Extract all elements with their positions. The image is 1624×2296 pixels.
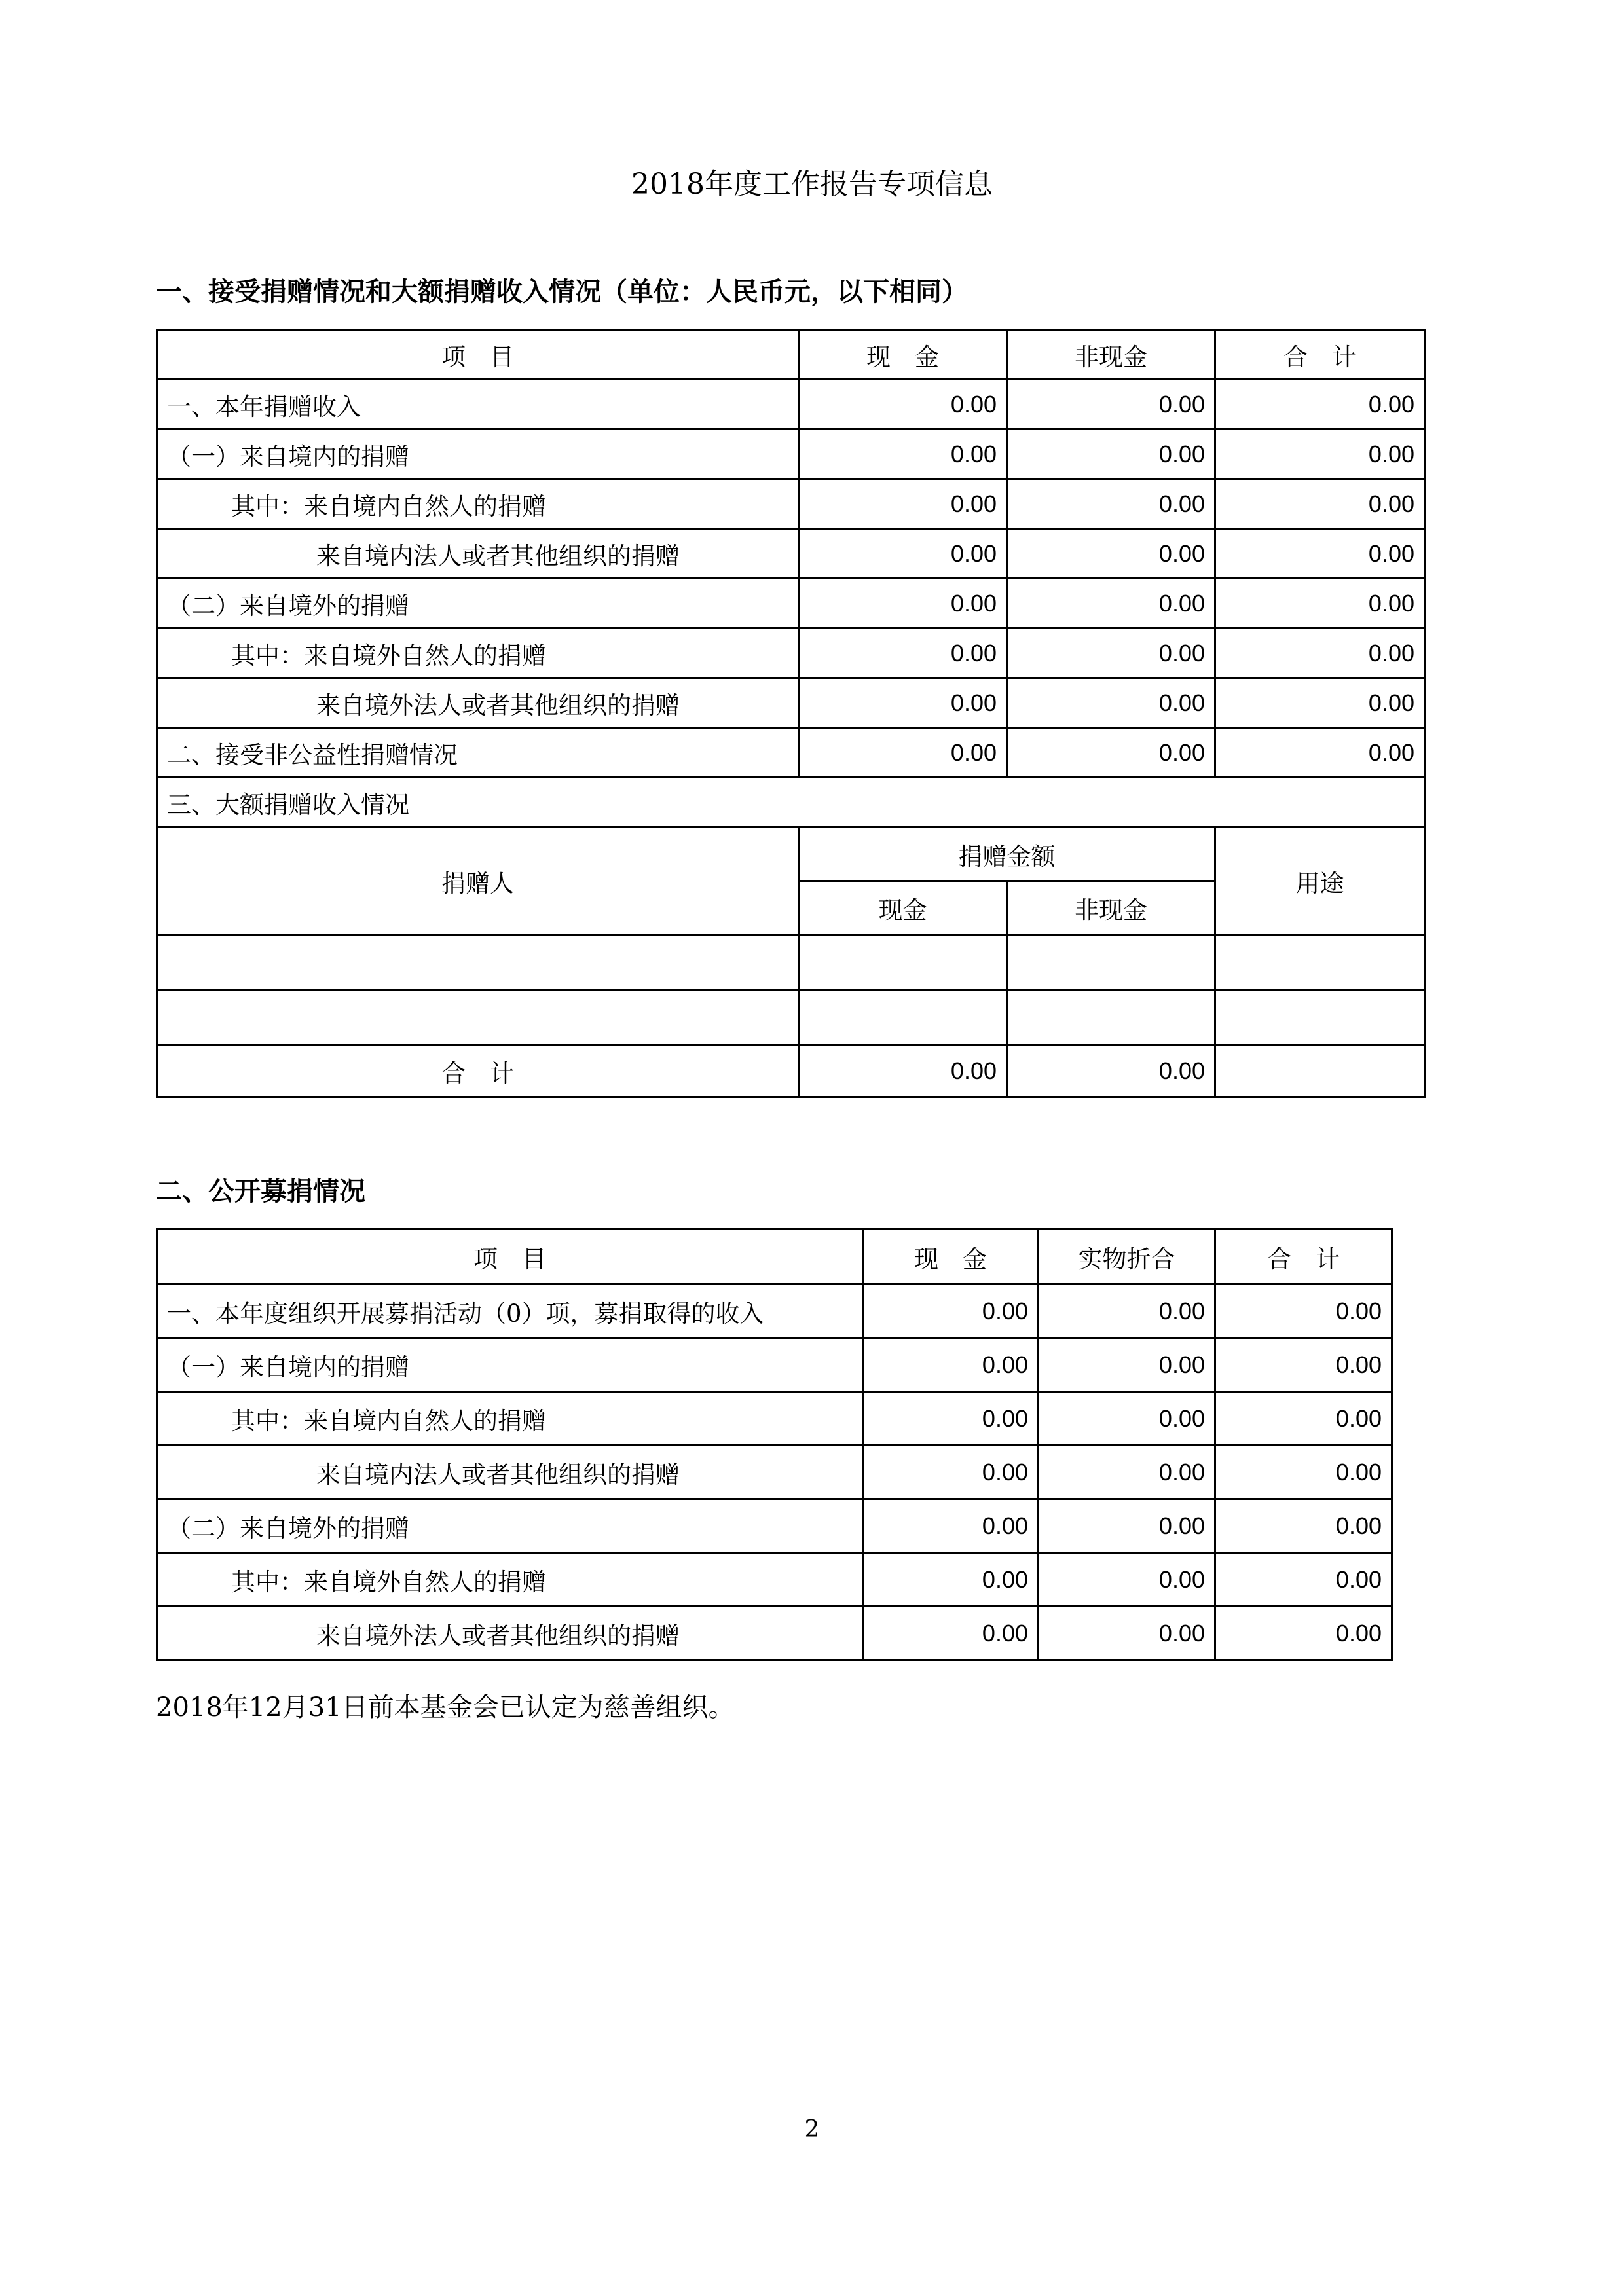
section1-heading: 一、接受捐赠情况和大额捐赠收入情况（单位：人民币元，以下相同）: [156, 277, 968, 307]
cash-cell: [799, 990, 1007, 1045]
row-label: 来自境内法人或者其他组织的捐赠: [157, 529, 799, 579]
table-row: [157, 629, 1425, 678]
cash-value: 0.00: [863, 1446, 1039, 1499]
total-value: 0.00: [1215, 1553, 1392, 1607]
section2-heading: 二、公开募捐情况: [156, 1176, 365, 1207]
row-label: 其中：来自境内自然人的捐赠: [157, 479, 799, 529]
header-item: 项 目: [157, 1230, 863, 1285]
row-label: 一、本年捐赠收入: [157, 380, 799, 429]
cash-value: 0.00: [863, 1338, 1039, 1392]
cash-value: 0.00: [799, 529, 1007, 579]
total-noncash-value: 0.00: [1007, 1045, 1215, 1097]
total-value: 0.00: [1215, 479, 1425, 529]
table-row: [157, 678, 1425, 728]
table-row: [157, 479, 1425, 529]
donor-cell: [157, 990, 799, 1045]
row-label: 来自境外法人或者其他组织的捐赠: [157, 1607, 863, 1660]
cash-value: 0.00: [863, 1607, 1039, 1660]
total-value: 0.00: [1215, 1392, 1392, 1446]
total-value: 0.00: [1215, 1338, 1392, 1392]
header-inkind: 实物折合: [1039, 1230, 1215, 1285]
inkind-value: 0.00: [1039, 1553, 1215, 1607]
donation-income-table: [156, 329, 1426, 1098]
noncash-value: 0.00: [1007, 479, 1215, 529]
total-label: 合 计: [157, 1045, 799, 1097]
header-donor: 捐赠人: [157, 828, 799, 935]
inkind-value: 0.00: [1039, 1285, 1215, 1338]
noncash-value: 0.00: [1007, 629, 1215, 678]
noncash-value: 0.00: [1007, 529, 1215, 579]
inkind-value: 0.00: [1039, 1499, 1215, 1553]
noncash-cell: [1007, 990, 1215, 1045]
table-header-row: [157, 330, 1425, 380]
cash-value: 0.00: [799, 728, 1007, 778]
total-value: 0.00: [1215, 1285, 1392, 1338]
page-number: 2: [804, 2116, 820, 2143]
usage-cell: [1215, 990, 1425, 1045]
cash-value: 0.00: [863, 1499, 1039, 1553]
row-label: （一）来自境内的捐赠: [157, 429, 799, 479]
row-label: （一）来自境内的捐赠: [157, 1338, 863, 1392]
total-value: 0.00: [1215, 629, 1425, 678]
row-label: 来自境外法人或者其他组织的捐赠: [157, 678, 799, 728]
cash-value: 0.00: [863, 1285, 1039, 1338]
table-row: [157, 1338, 1392, 1392]
table-row: [157, 529, 1425, 579]
large-donation-title: 三、大额捐赠收入情况: [157, 778, 1425, 828]
noncash-value: 0.00: [1007, 380, 1215, 429]
large-donation-total-row: [157, 1045, 1425, 1097]
total-value: 0.00: [1215, 728, 1425, 778]
table-row: [157, 380, 1425, 429]
noncash-value: 0.00: [1007, 429, 1215, 479]
header-cash: 现 金: [799, 330, 1007, 380]
noncash-value: 0.00: [1007, 728, 1215, 778]
row-label: 其中：来自境内自然人的捐赠: [157, 1392, 863, 1446]
row-label: 来自境内法人或者其他组织的捐赠: [157, 1446, 863, 1499]
row-label: （二）来自境外的捐赠: [157, 1499, 863, 1553]
row-label: 其中：来自境外自然人的捐赠: [157, 629, 799, 678]
total-cash-value: 0.00: [799, 1045, 1007, 1097]
public-fundraising-table: [156, 1228, 1393, 1661]
cash-value: 0.00: [799, 678, 1007, 728]
inkind-value: 0.00: [1039, 1338, 1215, 1392]
donor-cell: [157, 935, 799, 990]
page-title: 2018年度工作报告专项信息: [631, 168, 993, 201]
total-value: 0.00: [1215, 678, 1425, 728]
header-cash: 现 金: [863, 1230, 1039, 1285]
large-donation-header-row: [157, 828, 1425, 881]
total-usage-cell: [1215, 1045, 1425, 1097]
charity-status-note: 2018年12月31日前本基金会已认定为慈善组织。: [156, 1692, 735, 1722]
noncash-value: 0.00: [1007, 678, 1215, 728]
total-value: 0.00: [1215, 380, 1425, 429]
cash-value: 0.00: [863, 1392, 1039, 1446]
total-value: 0.00: [1215, 1446, 1392, 1499]
table-row: [157, 1499, 1392, 1553]
row-label: 二、接受非公益性捐赠情况: [157, 728, 799, 778]
table-row: [157, 1285, 1392, 1338]
cash-value: 0.00: [799, 479, 1007, 529]
total-value: 0.00: [1215, 429, 1425, 479]
header-usage: 用途: [1215, 828, 1425, 935]
total-value: 0.00: [1215, 1499, 1392, 1553]
header-donation-amount: 捐赠金额: [799, 828, 1215, 881]
header-total: 合 计: [1215, 330, 1425, 380]
inkind-value: 0.00: [1039, 1607, 1215, 1660]
header-item: 项 目: [157, 330, 799, 380]
total-value: 0.00: [1215, 1607, 1392, 1660]
total-value: 0.00: [1215, 579, 1425, 629]
table-row: [157, 579, 1425, 629]
table-header-row: [157, 1230, 1392, 1285]
total-value: 0.00: [1215, 529, 1425, 579]
header-total: 合 计: [1215, 1230, 1392, 1285]
noncash-value: 0.00: [1007, 579, 1215, 629]
usage-cell: [1215, 935, 1425, 990]
cash-value: 0.00: [799, 429, 1007, 479]
noncash-cell: [1007, 935, 1215, 990]
table-row: [157, 1553, 1392, 1607]
cash-value: 0.00: [799, 380, 1007, 429]
table-row: [157, 1392, 1392, 1446]
table-row: [157, 1446, 1392, 1499]
table-row: [157, 1607, 1392, 1660]
large-donation-title-row: [157, 778, 1425, 828]
cash-value: 0.00: [799, 629, 1007, 678]
cash-cell: [799, 935, 1007, 990]
table-row: [157, 728, 1425, 778]
table-row: [157, 935, 1425, 990]
table-row: [157, 429, 1425, 479]
inkind-value: 0.00: [1039, 1446, 1215, 1499]
header-noncash: 非现金: [1007, 330, 1215, 380]
header-cash: 现金: [799, 881, 1007, 935]
cash-value: 0.00: [799, 579, 1007, 629]
row-label: 一、本年度组织开展募捐活动（0）项，募捐取得的收入: [157, 1285, 863, 1338]
inkind-value: 0.00: [1039, 1392, 1215, 1446]
cash-value: 0.00: [863, 1553, 1039, 1607]
row-label: 其中：来自境外自然人的捐赠: [157, 1553, 863, 1607]
header-noncash: 非现金: [1007, 881, 1215, 935]
table-row: [157, 990, 1425, 1045]
row-label: （二）来自境外的捐赠: [157, 579, 799, 629]
